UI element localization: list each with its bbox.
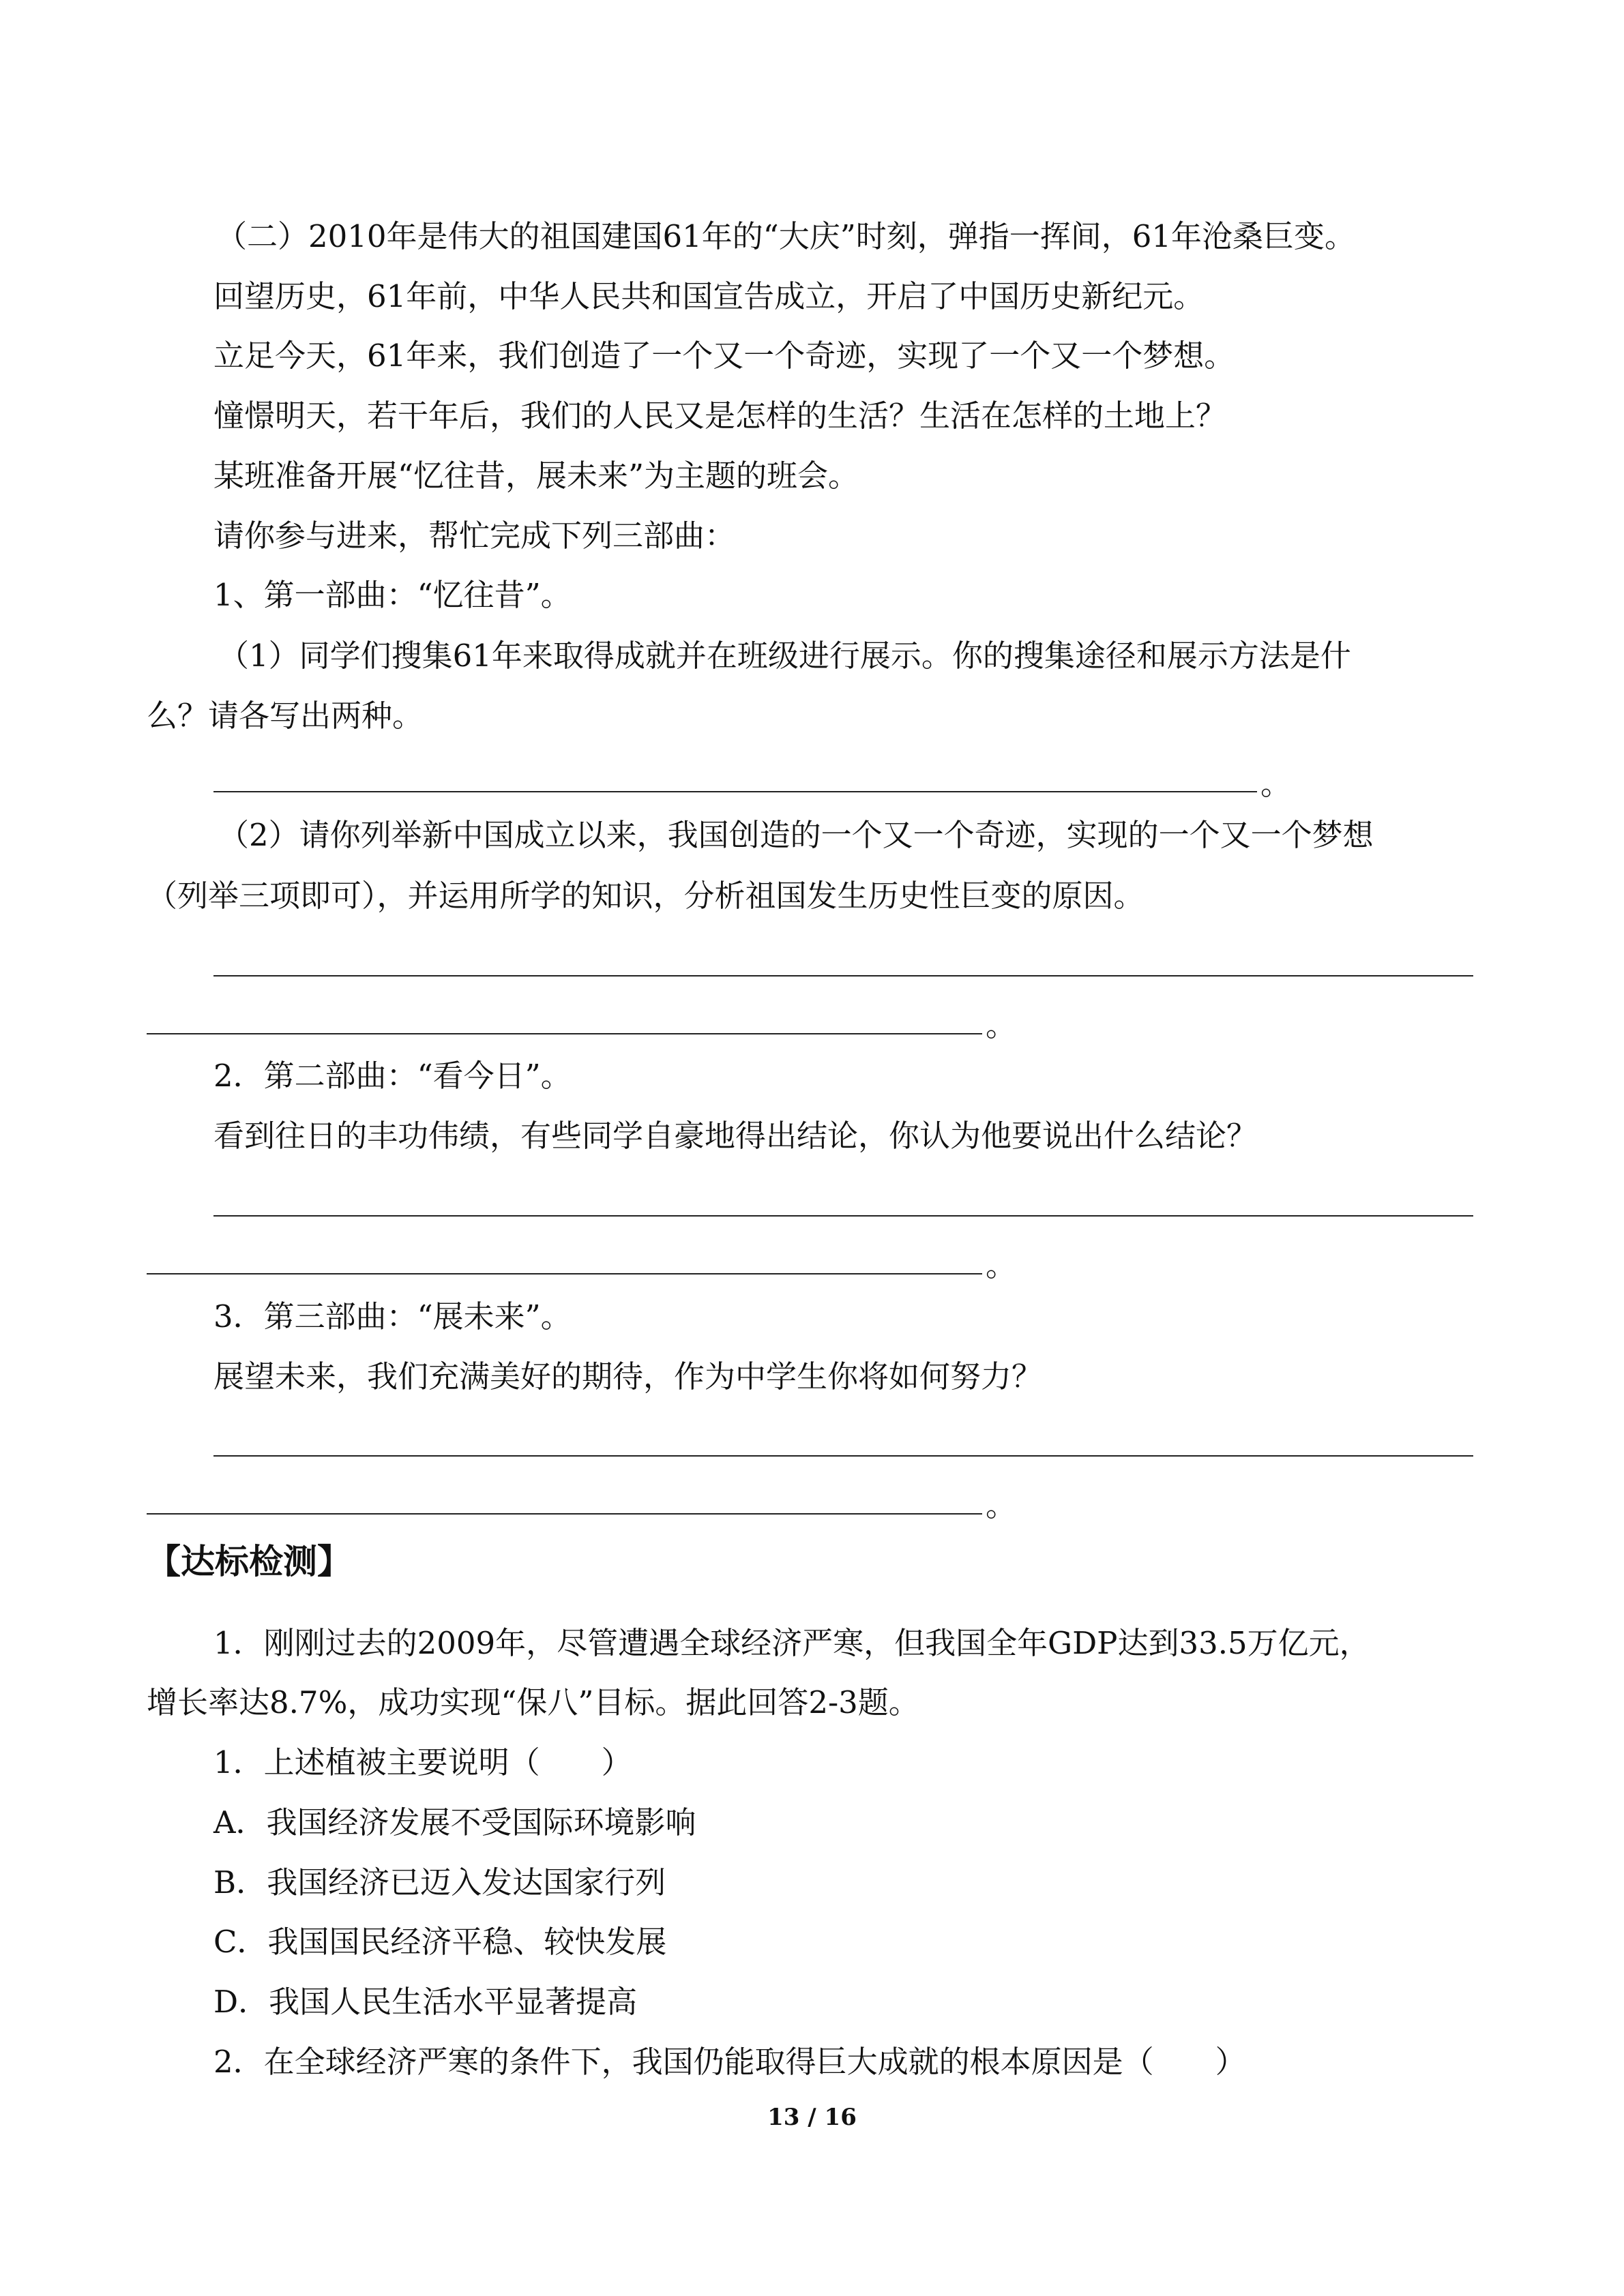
part1-q1-line2: 么？请各写出两种。: [147, 698, 424, 734]
blank-period: 。: [986, 1007, 1017, 1043]
answer-blank[interactable]: [213, 791, 1257, 792]
part1-title: 1、第一部曲：“忆往昔”。: [213, 577, 572, 613]
intro-line-3: 立足今天，61年来，我们创造了一个又一个奇迹，实现了一个又一个梦想。: [213, 338, 1235, 374]
option-c: C．我国国民经济平稳、较快发展: [213, 1924, 667, 1960]
answer-blank[interactable]: [213, 1215, 1473, 1217]
blank-period: 。: [986, 1487, 1017, 1523]
option-d: D．我国人民生活水平显著提高: [213, 1984, 638, 2020]
answer-blank[interactable]: [213, 975, 1473, 976]
option-b: B．我国经济已迈入发达国家行列: [213, 1864, 666, 1900]
page-number: 13 / 16: [767, 2104, 857, 2131]
part1-q2-line1: （2）请你列举新中国成立以来，我国创造的一个又一个奇迹，实现的一个又一个梦想: [218, 817, 1374, 853]
part3-question: 展望未来，我们充满美好的期待，作为中学生你将如何努力？: [213, 1358, 1043, 1395]
check-stem-line2: 增长率达8.7%，成功实现“保八”目标。据此回答2-3题。: [147, 1684, 919, 1720]
option-a: A．我国经济发展不受国际环境影响: [213, 1804, 696, 1840]
part2-title: 2．第二部曲：“看今日”。: [213, 1058, 572, 1094]
check-question-1: 1．上述植被主要说明（ ）: [213, 1744, 632, 1780]
intro-line-4: 憧憬明天，若干年后，我们的人民又是怎样的生活？生活在怎样的土地上？: [213, 398, 1227, 434]
intro-line-2: 回望历史，61年前，中华人民共和国宣告成立，开启了中国历史新纪元。: [213, 278, 1205, 314]
section-heading: 【达标检测】: [147, 1541, 351, 1581]
part2-question: 看到往日的丰功伟绩，有些同学自豪地得出结论，你认为他要说出什么结论？: [213, 1118, 1258, 1154]
intro-line-6: 请你参与进来，帮忙完成下列三部曲：: [213, 518, 736, 554]
intro-line-1: （二）2010年是伟大的祖国建国61年的“大庆”时刻，弹指一挥间，61年沧桑巨变。: [216, 218, 1356, 254]
check-stem-line1: 1．刚刚过去的2009年，尽管遭遇全球经济严寒，但我国全年GDP达到33.5万亿元，: [213, 1625, 1370, 1661]
blank-period: 。: [986, 1247, 1017, 1283]
part1-q2-line2: （列举三项即可），并运用所学的知识，分析祖国发生历史性巨变的原因。: [147, 878, 1145, 914]
answer-blank[interactable]: [147, 1033, 982, 1034]
intro-line-5: 某班准备开展“忆往昔，展未来”为主题的班会。: [213, 458, 859, 494]
answer-blank[interactable]: [147, 1273, 982, 1274]
blank-period: 。: [1260, 766, 1292, 802]
answer-blank[interactable]: [147, 1513, 982, 1515]
answer-blank[interactable]: [213, 1455, 1473, 1457]
part3-title: 3．第三部曲：“展未来”。: [213, 1298, 572, 1335]
part1-q1-line1: （1）同学们搜集61年来取得成就并在班级进行展示。你的搜集途径和展示方法是什: [218, 638, 1351, 674]
check-question-2: 2．在全球经济严寒的条件下，我国仍能取得巨大成就的根本原因是（ ）: [213, 2044, 1246, 2080]
